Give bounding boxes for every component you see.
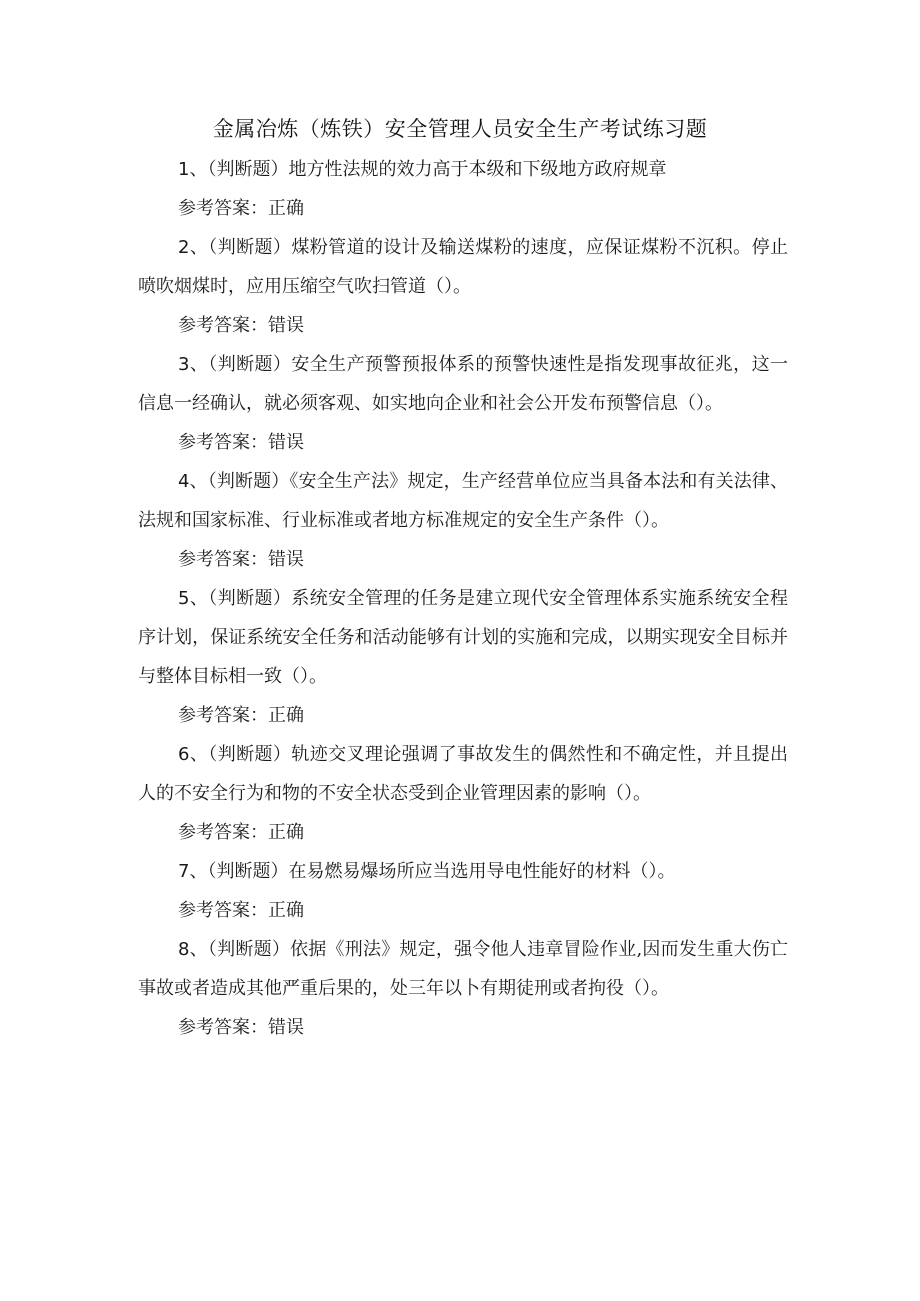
- question-3: [138, 345, 788, 423]
- question-4: [138, 462, 788, 540]
- question-number: 6: [178, 744, 190, 765]
- question-8: [138, 930, 788, 1008]
- question-number: 7: [178, 861, 190, 882]
- answer-label: 参考答案：: [178, 432, 268, 453]
- question-separator: 、: [189, 588, 209, 609]
- answer-6: [138, 813, 788, 852]
- question-text: （判断题）依据《刑法》规定，强令他人违章冒险作业,因而发生重大伤亡事故或者造成其他严重后果的，处三年以卜有期徒刑或者拘役（）。: [138, 939, 789, 999]
- answer-value: 正确: [268, 198, 304, 219]
- answer-label: 参考答案：: [178, 705, 268, 726]
- question-1: [138, 150, 788, 189]
- question-separator: 、: [189, 354, 209, 375]
- question-separator: 、: [189, 159, 208, 180]
- answer-label: 参考答案：: [178, 549, 268, 570]
- question-text: （判断题）煤粉管道的设计及输送煤粉的速度，应保证煤粉不沉积。停止喷吹烟煤时，应用压缩空气吹扫管道（）。: [138, 237, 789, 297]
- answer-label: 参考答案：: [178, 315, 268, 336]
- question-6: [138, 735, 788, 813]
- answer-1: [138, 189, 788, 228]
- answer-label: 参考答案：: [178, 822, 268, 843]
- question-text: （判断题）安全生产预警预报体系的预警快速性是指发现事故征兆，这一信息一经确认，就必须客观、如实地向企业和社会公开发布预警信息（）。: [138, 354, 789, 414]
- answer-value: 错误: [268, 315, 304, 336]
- answer-label: 参考答案：: [178, 1017, 268, 1038]
- question-text: （判断题）地方性法规的效力高于本级和下级地方政府规章: [207, 159, 667, 180]
- answer-8: [138, 1008, 788, 1047]
- answer-4: [138, 540, 788, 579]
- answer-value: 错误: [268, 549, 304, 570]
- answer-value: 错误: [268, 432, 304, 453]
- answer-2: [138, 306, 788, 345]
- question-number: 1: [178, 159, 190, 180]
- question-number: 2: [178, 237, 190, 258]
- question-text: （判断题）在易燃易爆场所应当选用导电性能好的材料（）。: [207, 861, 676, 882]
- question-number: 4: [178, 471, 190, 492]
- question-5: [138, 579, 788, 696]
- question-list: [138, 150, 788, 1047]
- question-7: [138, 852, 788, 891]
- question-text: （判断题）系统安全管理的任务是建立现代安全管理体系实施系统安全程序计划，保证系统安全任务和活动能够有计划的实施和完成，以期实现安全目标并与整体目标相一致（）。: [138, 588, 789, 687]
- answer-value: 正确: [268, 822, 304, 843]
- question-text: （判断题）轨迹交叉理论强调了事故发生的偶然性和不确定性，并且提出人的不安全行为和物的不安全状态受到企业管理因素的影响（）。: [138, 744, 789, 804]
- question-2: [138, 228, 788, 306]
- question-separator: 、: [189, 237, 209, 258]
- question-separator: 、: [189, 471, 208, 492]
- question-number: 5: [178, 588, 190, 609]
- question-separator: 、: [189, 939, 208, 960]
- question-number: 3: [178, 354, 190, 375]
- document-title: 金属冶炼（炼铁）安全管理人员安全生产考试练习题: [212, 117, 708, 141]
- answer-3: [138, 423, 788, 462]
- answer-label: 参考答案：: [178, 900, 268, 921]
- question-number: 8: [178, 939, 190, 960]
- answer-value: 正确: [268, 900, 304, 921]
- answer-7: [138, 891, 788, 930]
- answer-5: [138, 696, 788, 735]
- question-text: （判断题）《安全生产法》规定，生产经营单位应当具备本法和有关法律、法规和国家标准、行业标准或者地方标准规定的安全生产条件（）。: [138, 471, 789, 531]
- answer-value: 错误: [268, 1017, 304, 1038]
- answer-value: 正确: [268, 705, 304, 726]
- question-separator: 、: [189, 861, 208, 882]
- answer-label: 参考答案：: [178, 198, 268, 219]
- question-separator: 、: [189, 744, 209, 765]
